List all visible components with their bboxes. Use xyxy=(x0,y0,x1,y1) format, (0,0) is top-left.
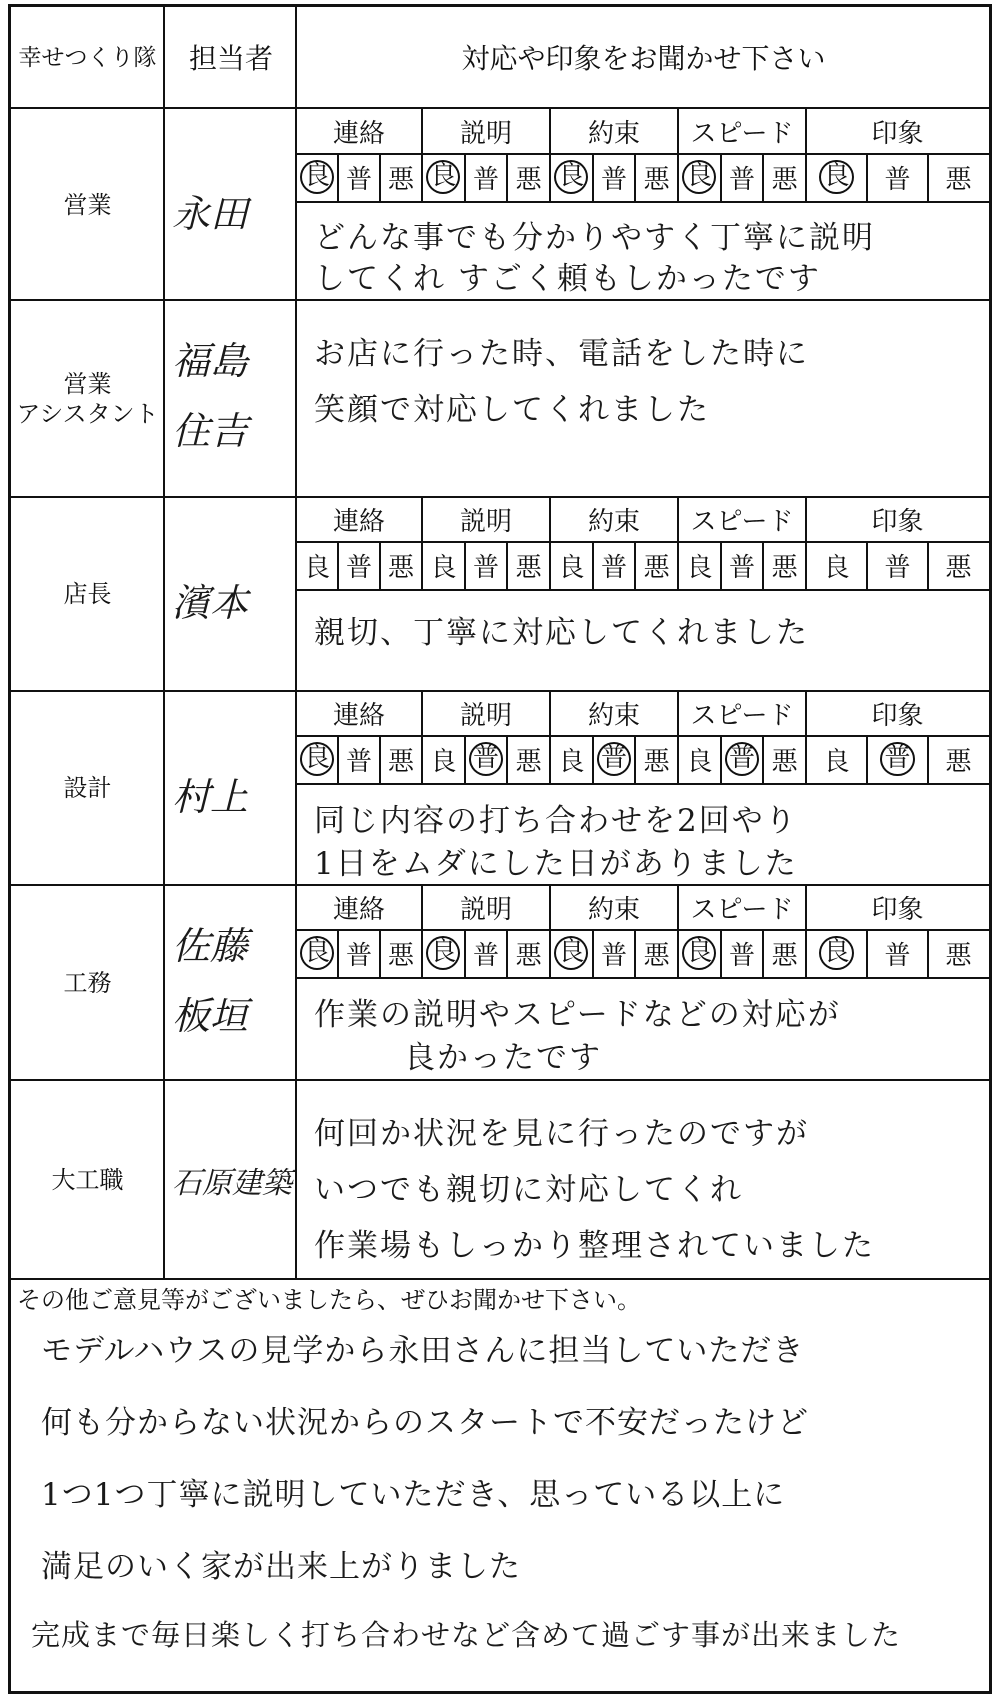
grade-label: 良 xyxy=(430,552,457,583)
category-divider xyxy=(549,885,551,977)
comment-line: 親切、丁寧に対応してくれました xyxy=(314,615,809,651)
rating-category: 約束 xyxy=(587,894,640,925)
grade-option[interactable] xyxy=(593,735,636,783)
grade-option[interactable] xyxy=(296,735,338,783)
category-divider xyxy=(421,885,423,977)
rating-category: 説明 xyxy=(459,506,512,537)
rating-category: スピード xyxy=(690,118,794,149)
grade-option[interactable] xyxy=(763,929,806,977)
category-divider xyxy=(805,885,807,977)
grade-option[interactable] xyxy=(422,541,465,589)
header-team: 幸せつくり隊 xyxy=(18,44,157,71)
grade-label: 悪 xyxy=(643,940,670,971)
header-feedback: 対応や印象をお聞かせ下さい xyxy=(461,41,826,75)
grade-label: 悪 xyxy=(515,164,542,195)
grade-option[interactable] xyxy=(507,929,550,977)
rating-category: スピード xyxy=(690,506,794,537)
grade-divider xyxy=(634,735,636,783)
grade-divider xyxy=(464,929,466,977)
rating-category: 説明 xyxy=(459,118,512,149)
grade-label: 悪 xyxy=(643,746,670,777)
grade-label: 良 xyxy=(819,160,853,194)
grade-option[interactable] xyxy=(721,541,764,589)
grade-option[interactable] xyxy=(928,153,989,201)
grade-divider xyxy=(762,153,764,201)
grade-option[interactable] xyxy=(721,153,764,201)
grade-divider xyxy=(592,541,594,589)
grade-option[interactable] xyxy=(867,929,928,977)
grade-option[interactable] xyxy=(635,541,678,589)
grade-label: 良 xyxy=(303,552,330,583)
grade-option[interactable] xyxy=(928,735,989,783)
grade-divider xyxy=(927,929,929,977)
grade-label: 良 xyxy=(682,936,716,970)
grade-divider xyxy=(927,541,929,589)
rating-category: 印象 xyxy=(871,894,924,925)
comment-line: 同じ内容の打ち合わせを2回やり xyxy=(314,802,798,839)
grade-label: 良 xyxy=(682,160,716,194)
category-divider xyxy=(421,109,423,201)
grade-label: 普 xyxy=(345,746,372,777)
rating-line xyxy=(296,783,989,785)
grade-option[interactable] xyxy=(928,929,989,977)
grade-option[interactable] xyxy=(465,735,508,783)
grade-option[interactable] xyxy=(338,735,380,783)
grade-divider xyxy=(592,735,594,783)
comment-line: 作業の説明やスピードなどの対応が xyxy=(314,996,841,1033)
rating-line xyxy=(296,929,989,931)
category-divider xyxy=(677,885,679,977)
grade-divider xyxy=(379,735,381,783)
grade-option[interactable] xyxy=(806,541,867,589)
grade-label: 悪 xyxy=(387,164,414,195)
grade-divider xyxy=(720,735,722,783)
grade-label: 良 xyxy=(300,936,334,970)
grade-label: 良 xyxy=(430,746,457,777)
row-divider xyxy=(11,884,989,886)
grade-option[interactable] xyxy=(465,153,508,201)
grade-option[interactable] xyxy=(635,153,678,201)
grade-divider xyxy=(927,153,929,201)
grade-option[interactable] xyxy=(550,735,593,783)
rating-category: 印象 xyxy=(871,506,924,537)
grade-label: 良 xyxy=(823,552,850,583)
staff-name: 板垣 xyxy=(172,994,249,1038)
category-divider xyxy=(677,109,679,201)
comment-line: してくれ すごく頼もしかったです xyxy=(314,261,821,298)
grade-label: 悪 xyxy=(515,746,542,777)
grade-option[interactable] xyxy=(763,735,806,783)
rating-category: 約束 xyxy=(587,506,640,537)
grade-option[interactable] xyxy=(507,541,550,589)
grade-option[interactable] xyxy=(678,541,721,589)
staff-name: 佐藤 xyxy=(172,924,249,968)
staff-name: 濱本 xyxy=(172,581,249,625)
other-comment-line: 何も分からない状況からのスタートで不安だったけど xyxy=(41,1405,809,1441)
grade-option[interactable] xyxy=(296,153,338,201)
grade-option[interactable] xyxy=(550,153,593,201)
staff-name: 永田 xyxy=(172,191,249,236)
grade-option[interactable] xyxy=(867,153,928,201)
grade-label: 悪 xyxy=(771,940,798,971)
grade-label: 良 xyxy=(823,746,850,777)
role-label: 営業 xyxy=(63,190,112,219)
grade-divider xyxy=(927,735,929,783)
grade-label: 良 xyxy=(554,160,588,194)
rating-category: スピード xyxy=(690,894,794,925)
grade-label: 悪 xyxy=(643,164,670,195)
grade-divider xyxy=(506,735,508,783)
grade-divider xyxy=(720,153,722,201)
grade-option[interactable] xyxy=(550,929,593,977)
grade-label: 悪 xyxy=(771,552,798,583)
grade-option[interactable] xyxy=(867,735,928,783)
row-divider xyxy=(11,1278,989,1280)
comment-line: いつでも親切に対応してくれ xyxy=(314,1172,743,1208)
grade-option[interactable] xyxy=(422,929,465,977)
rating-category: 連絡 xyxy=(332,506,385,537)
grade-label: 普 xyxy=(728,164,755,195)
staff-name: 石原建築 xyxy=(172,1165,292,1201)
grade-option[interactable] xyxy=(593,929,636,977)
grade-option[interactable] xyxy=(507,735,550,783)
rating-category: 約束 xyxy=(587,700,640,731)
grade-option[interactable] xyxy=(678,735,721,783)
grade-divider xyxy=(337,541,339,589)
grade-divider xyxy=(866,541,868,589)
grade-divider xyxy=(379,153,381,201)
role-label: 設計 xyxy=(63,774,112,802)
grade-divider xyxy=(464,153,466,201)
grade-label: 普 xyxy=(884,552,911,583)
rating-line xyxy=(296,201,989,203)
grade-label: 悪 xyxy=(771,746,798,777)
category-divider xyxy=(677,497,679,589)
grade-option[interactable] xyxy=(507,153,550,201)
grade-label: 普 xyxy=(728,552,755,583)
grade-option[interactable] xyxy=(465,929,508,977)
grade-label: 普 xyxy=(597,742,631,776)
grade-label: 悪 xyxy=(945,164,972,195)
grade-label: 普 xyxy=(345,552,372,583)
grade-label: 普 xyxy=(600,940,627,971)
column-divider xyxy=(295,7,297,1279)
role-label: 大工職 xyxy=(51,1165,124,1194)
row-divider xyxy=(11,690,989,692)
row-divider xyxy=(11,496,989,498)
category-divider xyxy=(549,109,551,201)
rating-line xyxy=(296,977,989,979)
grade-divider xyxy=(464,541,466,589)
other-comment-line: 完成まで毎日楽しく打ち合わせなど含めて過ごす事が出来ました xyxy=(31,1618,902,1652)
rating-category: 印象 xyxy=(871,700,924,731)
grade-label: 良 xyxy=(426,936,460,970)
grade-option[interactable] xyxy=(763,541,806,589)
grade-label: 悪 xyxy=(515,552,542,583)
grade-label: 悪 xyxy=(945,552,972,583)
grade-option[interactable] xyxy=(721,929,764,977)
grade-divider xyxy=(464,735,466,783)
grade-label: 悪 xyxy=(945,940,972,971)
grade-option[interactable] xyxy=(422,153,465,201)
grade-label: 良 xyxy=(686,746,713,777)
grade-label: 悪 xyxy=(387,552,414,583)
grade-label: 良 xyxy=(558,552,585,583)
rating-category: 連絡 xyxy=(332,700,385,731)
comment-line: 作業場もしっかり整理されていました xyxy=(314,1228,875,1264)
grade-option[interactable] xyxy=(806,929,867,977)
rating-line xyxy=(296,735,989,737)
role-label: 工務 xyxy=(63,968,112,997)
rating-line xyxy=(296,153,989,155)
grade-option[interactable] xyxy=(763,153,806,201)
category-divider xyxy=(805,109,807,201)
grade-divider xyxy=(506,541,508,589)
grade-divider xyxy=(866,929,868,977)
grade-label: 悪 xyxy=(515,940,542,971)
rating-line xyxy=(296,589,989,591)
grade-option[interactable] xyxy=(867,541,928,589)
grade-label: 普 xyxy=(469,742,503,776)
grade-label: 悪 xyxy=(771,164,798,195)
grade-label: 普 xyxy=(345,164,372,195)
other-comment-line: モデルハウスの見学から永田さんに担当していただき xyxy=(41,1333,805,1369)
grade-label: 良 xyxy=(300,742,334,776)
grade-label: 良 xyxy=(300,160,334,194)
comment-line: 笑顔で対応してくれました xyxy=(314,392,710,428)
other-comment-line: 満足のいく家が出来上がりました xyxy=(41,1549,521,1585)
grade-label: 普 xyxy=(884,940,911,971)
grade-label: 良 xyxy=(686,552,713,583)
grade-option[interactable] xyxy=(422,735,465,783)
grade-divider xyxy=(592,929,594,977)
grade-divider xyxy=(379,541,381,589)
grade-option[interactable] xyxy=(806,153,867,201)
grade-divider xyxy=(762,929,764,977)
rating-category: スピード xyxy=(690,700,794,731)
grade-label: 普 xyxy=(472,940,499,971)
grade-label: 普 xyxy=(600,552,627,583)
grade-divider xyxy=(720,929,722,977)
grade-option[interactable] xyxy=(338,541,380,589)
rating-category: 約束 xyxy=(587,118,640,149)
grade-divider xyxy=(379,929,381,977)
grade-divider xyxy=(337,153,339,201)
grade-option[interactable] xyxy=(338,153,380,201)
grade-option[interactable] xyxy=(550,541,593,589)
comment-line: 1日をムダにした日がありました xyxy=(314,845,798,882)
grade-option[interactable] xyxy=(721,735,764,783)
grade-divider xyxy=(720,541,722,589)
grade-label: 普 xyxy=(600,164,627,195)
staff-name: 住吉 xyxy=(172,409,249,453)
grade-label: 良 xyxy=(426,160,460,194)
grade-option[interactable] xyxy=(338,929,380,977)
comment-line: 良かったです xyxy=(404,1040,602,1077)
grade-divider xyxy=(592,153,594,201)
category-divider xyxy=(549,691,551,783)
grade-option[interactable] xyxy=(380,153,422,201)
grade-label: 良 xyxy=(819,936,853,970)
grade-divider xyxy=(762,541,764,589)
comment-line: 何回か状況を見に行ったのですが xyxy=(314,1116,809,1152)
category-divider xyxy=(421,497,423,589)
staff-name: 福島 xyxy=(172,339,249,383)
category-divider xyxy=(805,691,807,783)
grade-option[interactable] xyxy=(678,153,721,201)
grade-divider xyxy=(634,153,636,201)
grade-label: 悪 xyxy=(945,746,972,777)
grade-label: 普 xyxy=(345,940,372,971)
column-divider xyxy=(163,7,165,1279)
rating-category: 印象 xyxy=(871,118,924,149)
grade-label: 悪 xyxy=(387,746,414,777)
grade-label: 良 xyxy=(558,746,585,777)
grade-option[interactable] xyxy=(678,929,721,977)
comment-line: お店に行った時、電話をした時に xyxy=(314,336,809,372)
grade-option[interactable] xyxy=(380,735,422,783)
category-divider xyxy=(421,691,423,783)
other-comments-label: その他ご意見等がございましたら、ぜひお聞かせ下さい。 xyxy=(17,1286,641,1314)
grade-label: 良 xyxy=(554,936,588,970)
grade-option[interactable] xyxy=(380,929,422,977)
grade-label: 悪 xyxy=(387,940,414,971)
grade-label: 普 xyxy=(884,164,911,195)
other-comment-line: 1つ1つ丁寧に説明していただき、思っている以上に xyxy=(41,1477,786,1513)
grade-option[interactable] xyxy=(593,541,636,589)
role-label: 営業 アシスタント xyxy=(16,369,159,428)
rating-category: 説明 xyxy=(459,700,512,731)
staff-name: 村上 xyxy=(172,775,249,819)
grade-option[interactable] xyxy=(380,541,422,589)
rating-category: 連絡 xyxy=(332,894,385,925)
grade-label: 普 xyxy=(472,552,499,583)
grade-option[interactable] xyxy=(465,541,508,589)
role-label: 店長 xyxy=(63,580,112,608)
grade-label: 悪 xyxy=(643,552,670,583)
grade-divider xyxy=(634,541,636,589)
grade-label: 普 xyxy=(472,164,499,195)
grade-label: 普 xyxy=(725,742,759,776)
category-divider xyxy=(549,497,551,589)
header-staff: 担当者 xyxy=(188,41,273,75)
comment-line: どんな事でも分かりやすく丁寧に説明 xyxy=(314,219,875,256)
grade-option[interactable] xyxy=(806,735,867,783)
row-divider xyxy=(11,1079,989,1081)
grade-divider xyxy=(866,735,868,783)
grade-option[interactable] xyxy=(635,929,678,977)
grade-divider xyxy=(337,735,339,783)
grade-divider xyxy=(506,929,508,977)
grade-option[interactable] xyxy=(635,735,678,783)
grade-option[interactable] xyxy=(296,541,338,589)
survey-sheet xyxy=(8,4,992,1694)
grade-label: 普 xyxy=(728,940,755,971)
grade-divider xyxy=(337,929,339,977)
grade-label: 普 xyxy=(880,742,914,776)
grade-divider xyxy=(634,929,636,977)
grade-option[interactable] xyxy=(928,541,989,589)
rating-line xyxy=(296,541,989,543)
grade-option[interactable] xyxy=(593,153,636,201)
grade-divider xyxy=(762,735,764,783)
grade-divider xyxy=(506,153,508,201)
category-divider xyxy=(805,497,807,589)
rating-category: 連絡 xyxy=(332,118,385,149)
grade-option[interactable] xyxy=(296,929,338,977)
grade-divider xyxy=(866,153,868,201)
rating-category: 説明 xyxy=(459,894,512,925)
row-divider xyxy=(11,299,989,301)
category-divider xyxy=(677,691,679,783)
header-bottom-line xyxy=(11,107,989,109)
